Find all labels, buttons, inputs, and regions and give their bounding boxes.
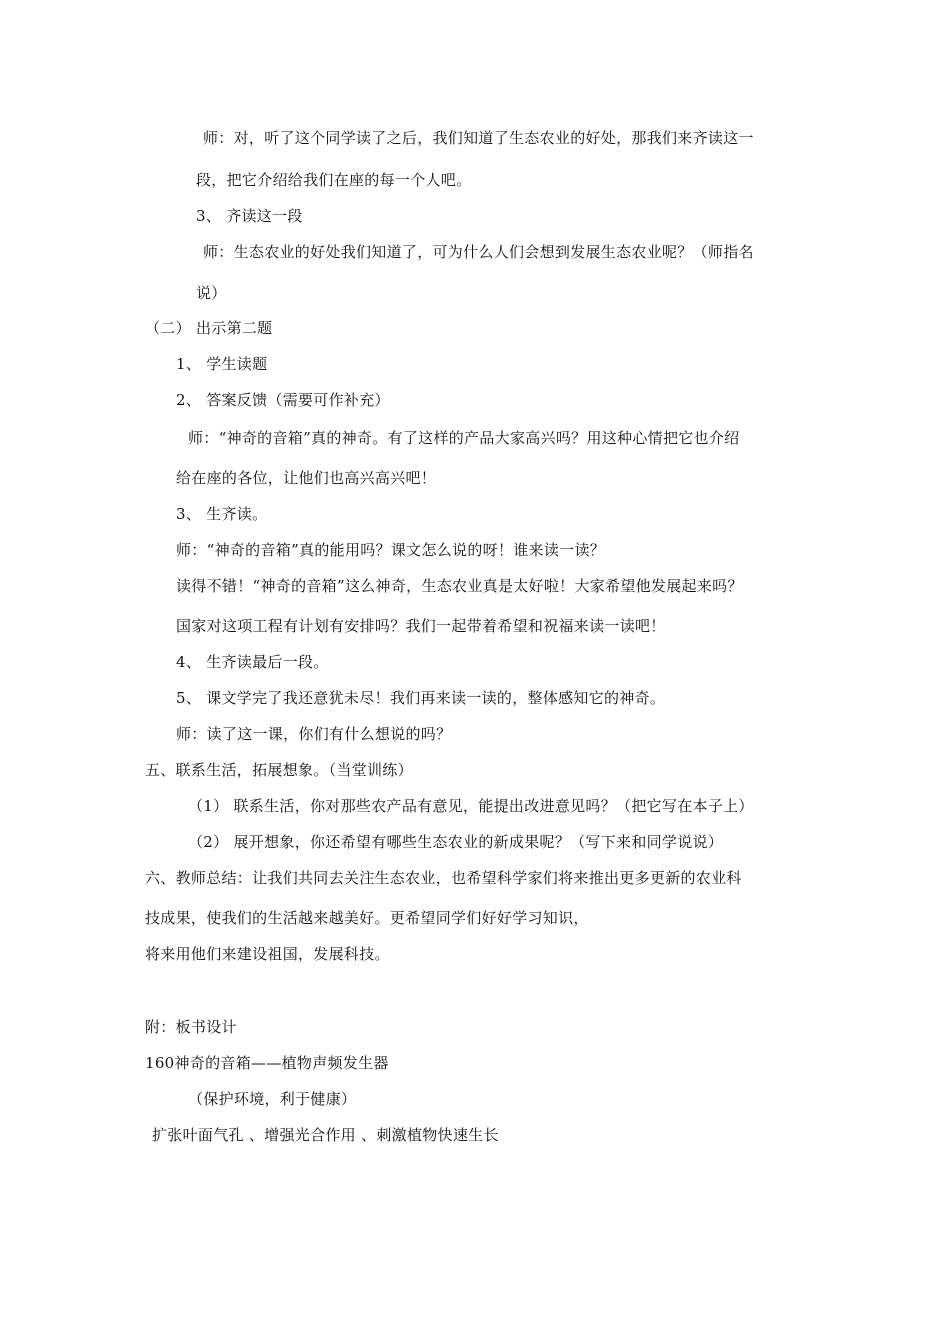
text-line: （1） 联系生活，你对那些农产品有意见，能提出改进意见吗？（把它写在本子上） xyxy=(188,797,754,815)
text-line: 师：对，听了这个同学读了之后，我们知道了生态农业的好处，那我们来齐读这一 xyxy=(203,129,754,147)
text-line: 师：生态农业的好处我们知道了，可为什么人们会想到发展生态农业呢？（师指名 xyxy=(203,243,754,261)
section-heading: 五、联系生活，拓展想象。（当堂训练） xyxy=(145,761,413,779)
text-line: 4、 生齐读最后一段。 xyxy=(176,653,329,671)
text-line: 3、 齐读这一段 xyxy=(196,207,303,225)
text-line: 给在座的各位，让他们也高兴高兴吧！ xyxy=(176,469,437,487)
text-line: 段，把它介绍给我们在座的每一个人吧。 xyxy=(196,171,472,189)
board-design-line: （保护环境，利于健康） xyxy=(188,1090,357,1108)
board-design-line: 扩张叶面气孔 、增强光合作用 、刺激植物快速生长 xyxy=(152,1126,499,1144)
text-line: 2、 答案反馈（需要可作补充） xyxy=(176,391,390,409)
text-line: 3、 生齐读。 xyxy=(176,505,268,523)
text-line: 读得不错！“神奇的音箱”这么神奇，生态农业真是太好啦！大家希望他发展起来吗？ xyxy=(176,577,743,595)
text-line: 师：读了这一课，你们有什么想说的吗？ xyxy=(176,725,452,743)
board-design-line: 160神奇的音箱——植物声频发生器 xyxy=(145,1054,389,1072)
board-design-title: 附：板书设计 xyxy=(145,1018,237,1036)
text-line: （2） 展开想象，你还希望有哪些生态农业的新成果呢？（写下来和同学说说） xyxy=(188,833,724,851)
text-line: 国家对这项工程有计划有安排吗？我们一起带着希望和祝福来读一读吧！ xyxy=(176,617,666,635)
section-heading: （二） 出示第二题 xyxy=(145,319,273,337)
section-heading: 六、教师总结：让我们共同去关注生态农业，也希望科学家们将来推出更多更新的农业科 xyxy=(145,869,742,887)
text-line: 5、 课文学完了我还意犹未尽！我们再来读一读的，整体感知它的神奇。 xyxy=(176,689,666,707)
text-line: 说） xyxy=(196,284,227,302)
text-line: 技成果，使我们的生活越来越美好。更希望同学们好好学习知识， xyxy=(145,909,589,927)
text-line: 将来用他们来建设祖国，发展科技。 xyxy=(145,945,390,963)
text-line: 1、 学生读题 xyxy=(176,355,268,373)
text-line: 师：“神奇的音箱”真的神奇。有了这样的产品大家高兴吗？用这种心情把它也介绍 xyxy=(188,429,740,447)
text-line: 师：“神奇的音箱”真的能用吗？课文怎么说的呀！谁来读一读？ xyxy=(176,541,606,559)
